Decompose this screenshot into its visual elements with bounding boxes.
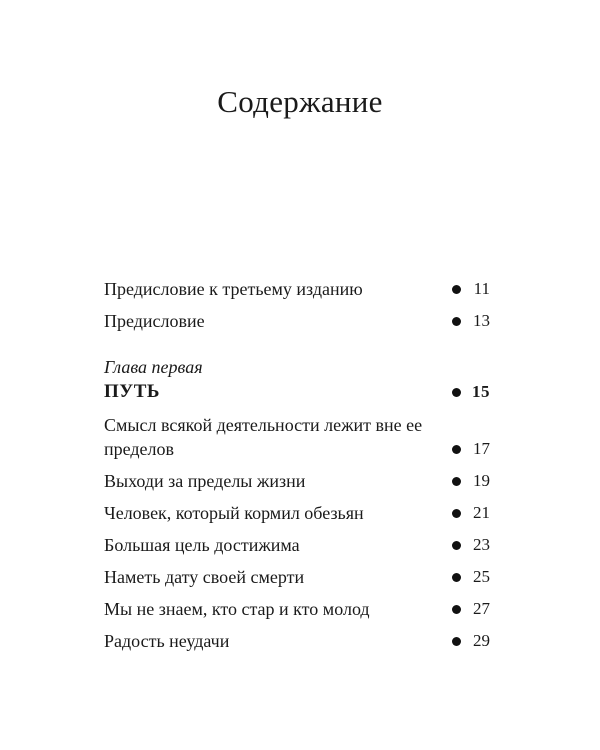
toc-entry-title: Предисловие к третьему изданию (104, 279, 363, 299)
bullet-dot-icon (452, 509, 461, 518)
bullet-dot-icon (452, 477, 461, 486)
toc-page-ref (452, 380, 490, 404)
bullet-dot-icon (452, 605, 461, 614)
toc-page-ref (452, 469, 490, 493)
chapter-title: ПУТЬ (104, 381, 160, 402)
toc-entry-title: Выходи за пределы жизни (104, 471, 306, 491)
toc-page-ref (452, 501, 490, 525)
toc-page-number: 29 (473, 631, 490, 650)
toc-page-ref (452, 437, 490, 461)
page-title: Содержание (217, 84, 383, 119)
bullet-dot-icon (452, 388, 461, 397)
toc-page-ref (452, 597, 490, 621)
toc-page-number: 27 (473, 599, 490, 618)
toc-entry-title: Наметь дату своей смерти (104, 567, 305, 587)
toc-page-number: 19 (473, 471, 490, 490)
table-of-contents (104, 0, 490, 750)
toc-entry-title: Мы не знаем, кто стар и кто молод (104, 599, 370, 619)
bullet-dot-icon (452, 317, 461, 326)
bullet-dot-icon (452, 573, 461, 582)
toc-entry (104, 629, 490, 653)
toc-entry (104, 533, 490, 557)
toc-entry-title: Смысл всякой деятельности лежит вне ее пределов (104, 415, 423, 459)
toc-entry-title: Предисловие (104, 311, 205, 331)
toc-page-number: 23 (473, 535, 490, 554)
bullet-dot-icon (452, 541, 461, 550)
bullet-dot-icon (452, 285, 461, 294)
toc-page-number: 17 (473, 439, 490, 458)
toc-entry (104, 501, 490, 525)
toc-entry (104, 469, 490, 493)
toc-page-ref (452, 533, 490, 557)
toc-page-number: 21 (473, 503, 490, 522)
toc-page-ref (452, 309, 490, 333)
toc-page-ref (452, 629, 490, 653)
chapter-title-entry (104, 380, 490, 404)
toc-page-ref (452, 565, 490, 589)
toc-entry-title: Человек, который кормил обезьян (104, 503, 364, 523)
toc-page-number: 25 (473, 567, 490, 586)
toc-page-number: 13 (473, 311, 490, 330)
toc-entry-preface-third-edition (104, 277, 490, 301)
bullet-dot-icon (452, 637, 461, 646)
toc-page-number: 15 (472, 382, 490, 401)
toc-entry (104, 597, 490, 621)
toc-entry (104, 413, 490, 461)
chapter-label: Глава первая (104, 357, 203, 377)
toc-page-number: 11 (473, 279, 490, 298)
toc-entry-title: Большая цель достижима (104, 535, 300, 555)
toc-entry-preface (104, 309, 490, 333)
bullet-dot-icon (452, 445, 461, 454)
toc-page-ref (452, 277, 490, 301)
toc-entry-title: Радость неудачи (104, 631, 230, 651)
toc-entry (104, 565, 490, 589)
